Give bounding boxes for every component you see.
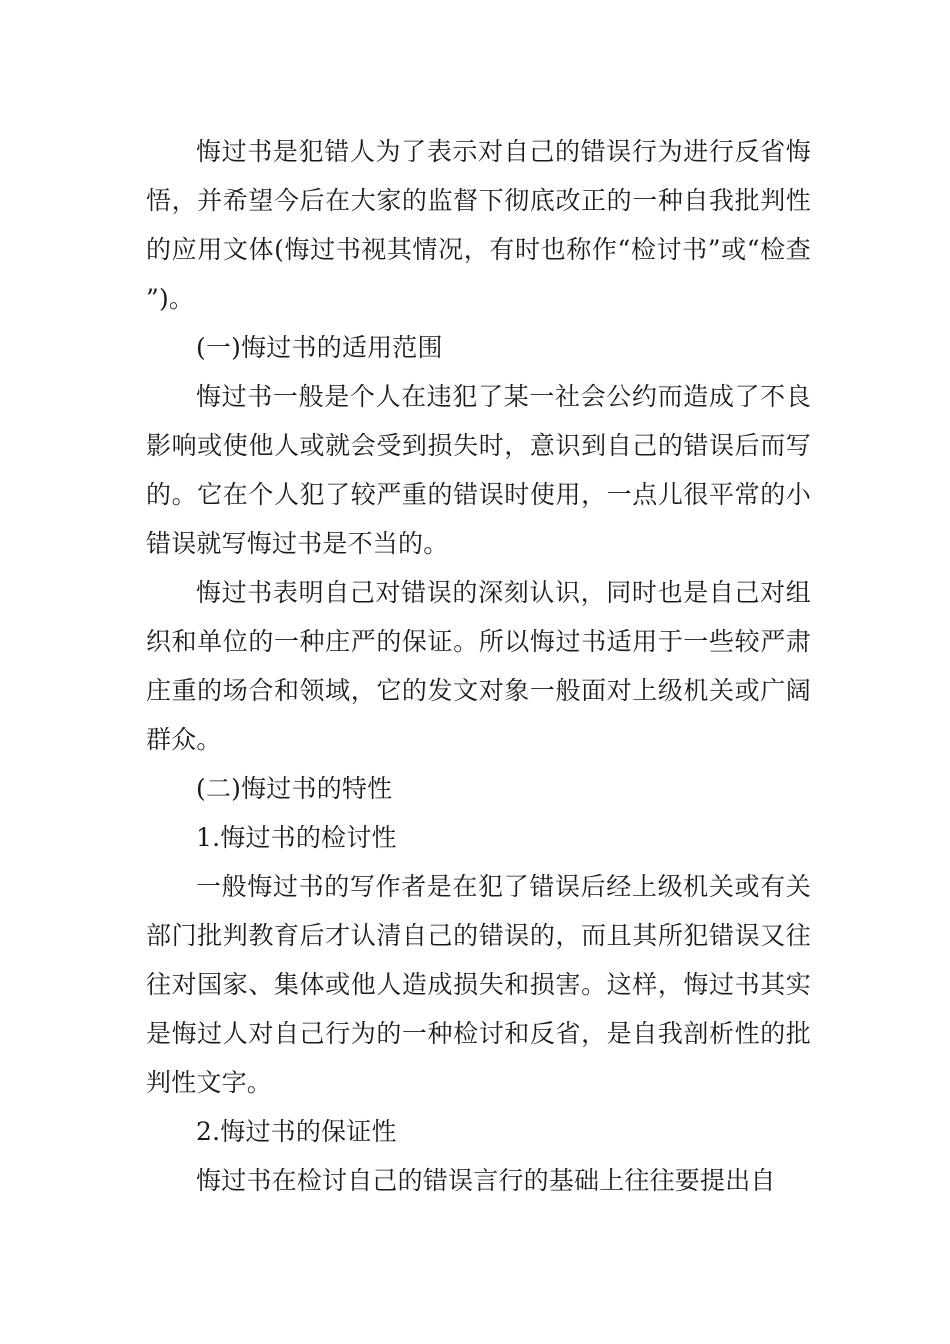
- document-body: [146, 127, 811, 1205]
- paragraph-guarantee: 悔过书在检讨自己的错误言行的基础上往往要提出自: [196, 1166, 776, 1195]
- section-heading-scope: (一)悔过书的适用范围: [196, 333, 443, 362]
- paragraph-definition: 悔过书是犯错人为了表示对自己的错误行为进行反省悔悟，并希望今后在大家的监督下彻底改正的一种自我批判性的应用文体(悔过书视其情况，有时也称作“检讨书”或“检查 ”)。: [146, 137, 811, 313]
- subheading-self-review: 1.悔过书的检讨性: [196, 823, 397, 852]
- paragraph-self-review: 一般悔过书的写作者是在犯了错误后经上级机关或有关部门批判教育后才认清自己的错误的，而且其所犯错误又往往对国家、集体或他人造成损失和损害。这样，悔过书其实是悔过人对自己行为的一种检讨和反省，是自我剖析性的批判性文字。: [146, 872, 811, 1097]
- paragraph-scope-guarantee: 悔过书表明自己对错误的深刻认识，同时也是自己对组织和单位的一种庄严的保证。所以悔过书适用于一些较严肃庄重的场合和领域，它的发文对象一般面对上级机关或广阔群众。: [146, 578, 811, 754]
- section-heading-characteristics: (二)悔过书的特性: [196, 774, 393, 803]
- paragraph-scope-usage: 悔过书一般是个人在违犯了某一社会公约而造成了不良影响或使他人或就会受到损失时，意识到自己的错误后而写的。它在个人犯了较严重的错误时使用，一点儿很平常的小错误就写悔过书是不当的。: [146, 382, 811, 558]
- subheading-guarantee: 2.悔过书的保证性: [196, 1117, 397, 1146]
